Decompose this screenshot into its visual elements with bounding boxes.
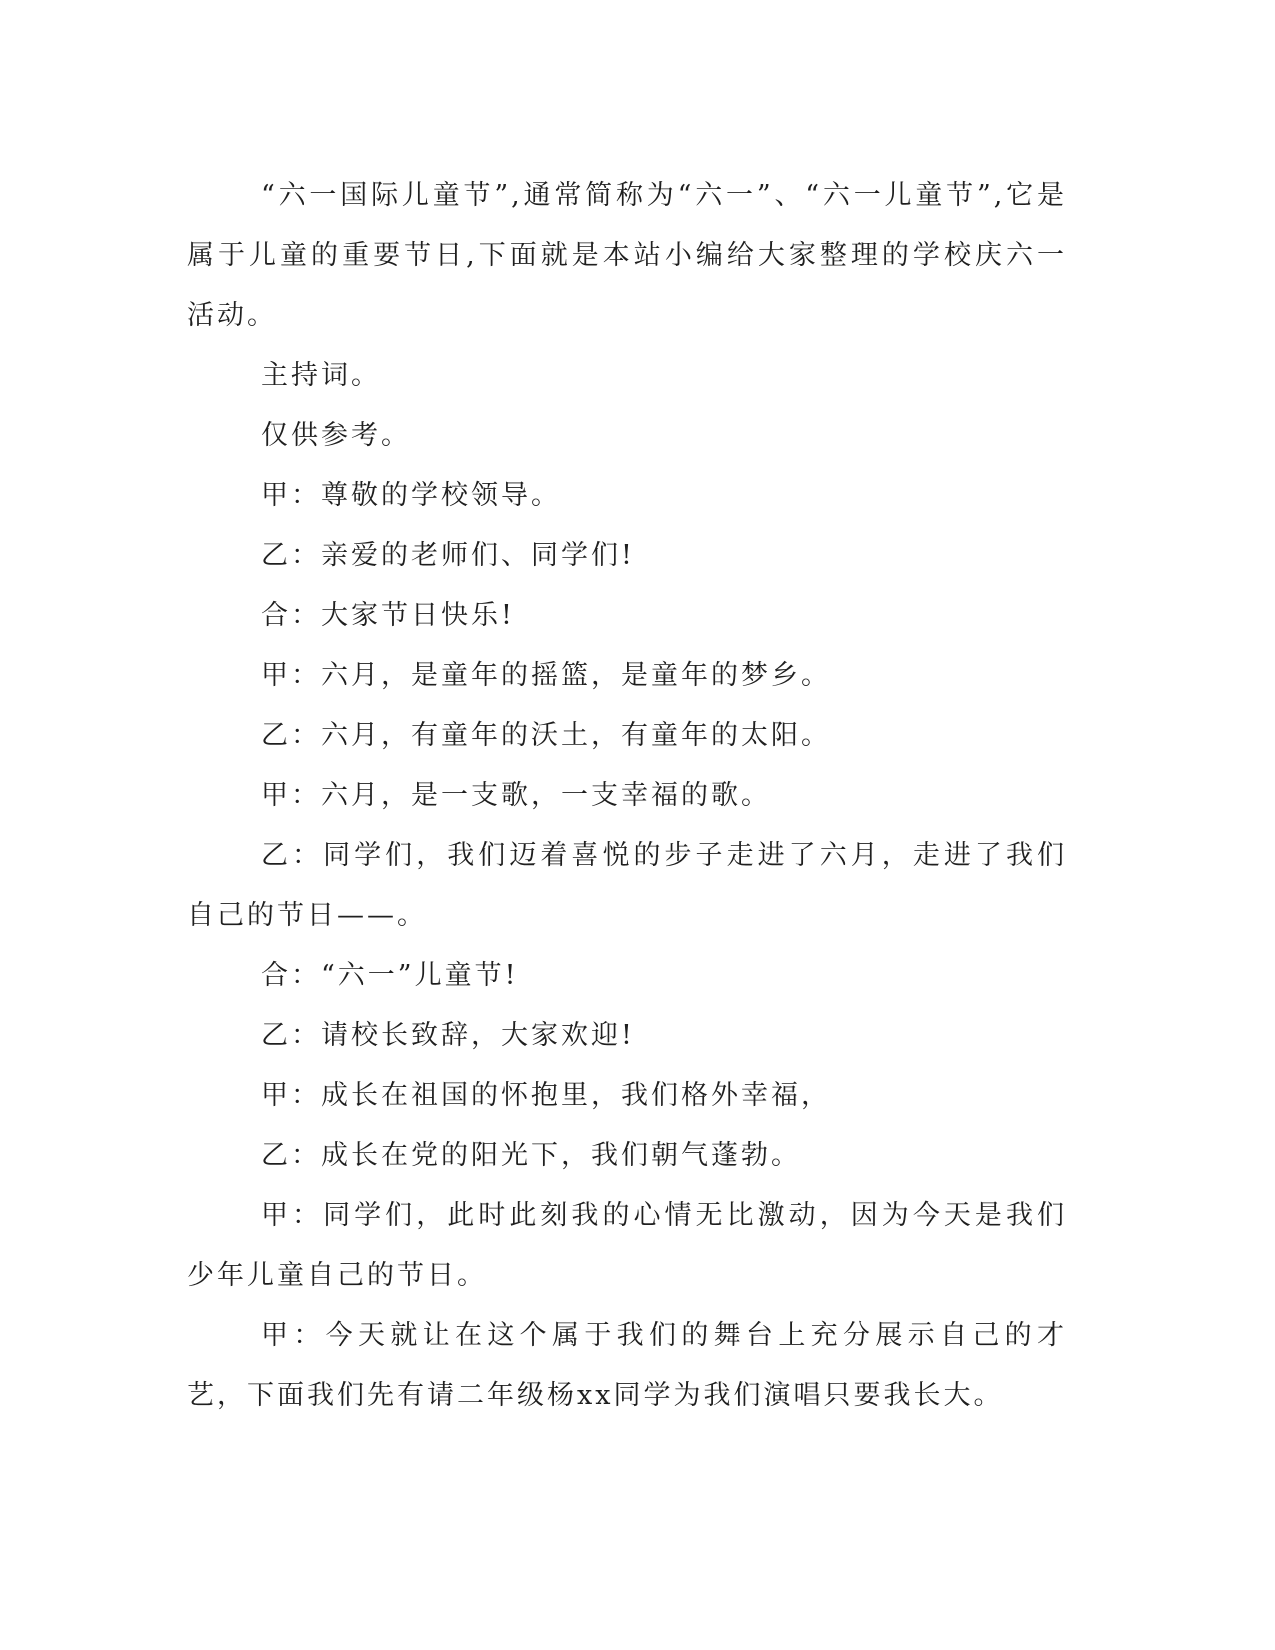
dialogue-line: 乙：请校长致辞，大家欢迎! <box>261 1020 635 1051</box>
dialogue-line: 甲：今天就让在这个属于我们的舞台上充分展示自己的才艺，下面我们先有请二年级杨xx同学为我们演唱只要我长大。 <box>187 1320 1067 1411</box>
paragraph-host-script: 主持词。 <box>261 360 381 391</box>
dialogue-line: 甲：六月，是一支歌，一支幸福的歌。 <box>261 780 771 811</box>
dialogue-line: 甲：成长在祖国的怀抱里，我们格外幸福， <box>261 1080 831 1111</box>
dialogue-line: 乙：六月，有童年的沃土，有童年的太阳。 <box>261 720 831 751</box>
paragraph-reference-note: 仅供参考。 <box>261 420 411 451</box>
paragraph-intro: “六一国际儿童节”,通常简称为“六一”、“六一儿童节”,它是属于儿童的重要节日,下面就是本站小编给大家整理的学校庆六一活动。 <box>187 180 1067 331</box>
dialogue-line: 甲：尊敬的学校领导。 <box>261 480 561 511</box>
dialogue-line: 合：大家节日快乐! <box>261 600 515 631</box>
dialogue-line: 乙：亲爱的老师们、同学们! <box>261 540 635 571</box>
dialogue-line: 甲：六月，是童年的摇篮，是童年的梦乡。 <box>261 660 831 691</box>
dialogue-line: 乙：同学们，我们迈着喜悦的步子走进了六月，走进了我们自己的节日——。 <box>187 840 1067 931</box>
dialogue-line: 甲：同学们，此时此刻我的心情无比激动，因为今天是我们少年儿童自己的节日。 <box>187 1200 1067 1291</box>
dialogue-line: 乙：成长在党的阳光下，我们朝气蓬勃。 <box>261 1140 801 1171</box>
dialogue-line: 合：“六一”儿童节! <box>261 960 519 991</box>
document-body <box>187 166 1067 1426</box>
